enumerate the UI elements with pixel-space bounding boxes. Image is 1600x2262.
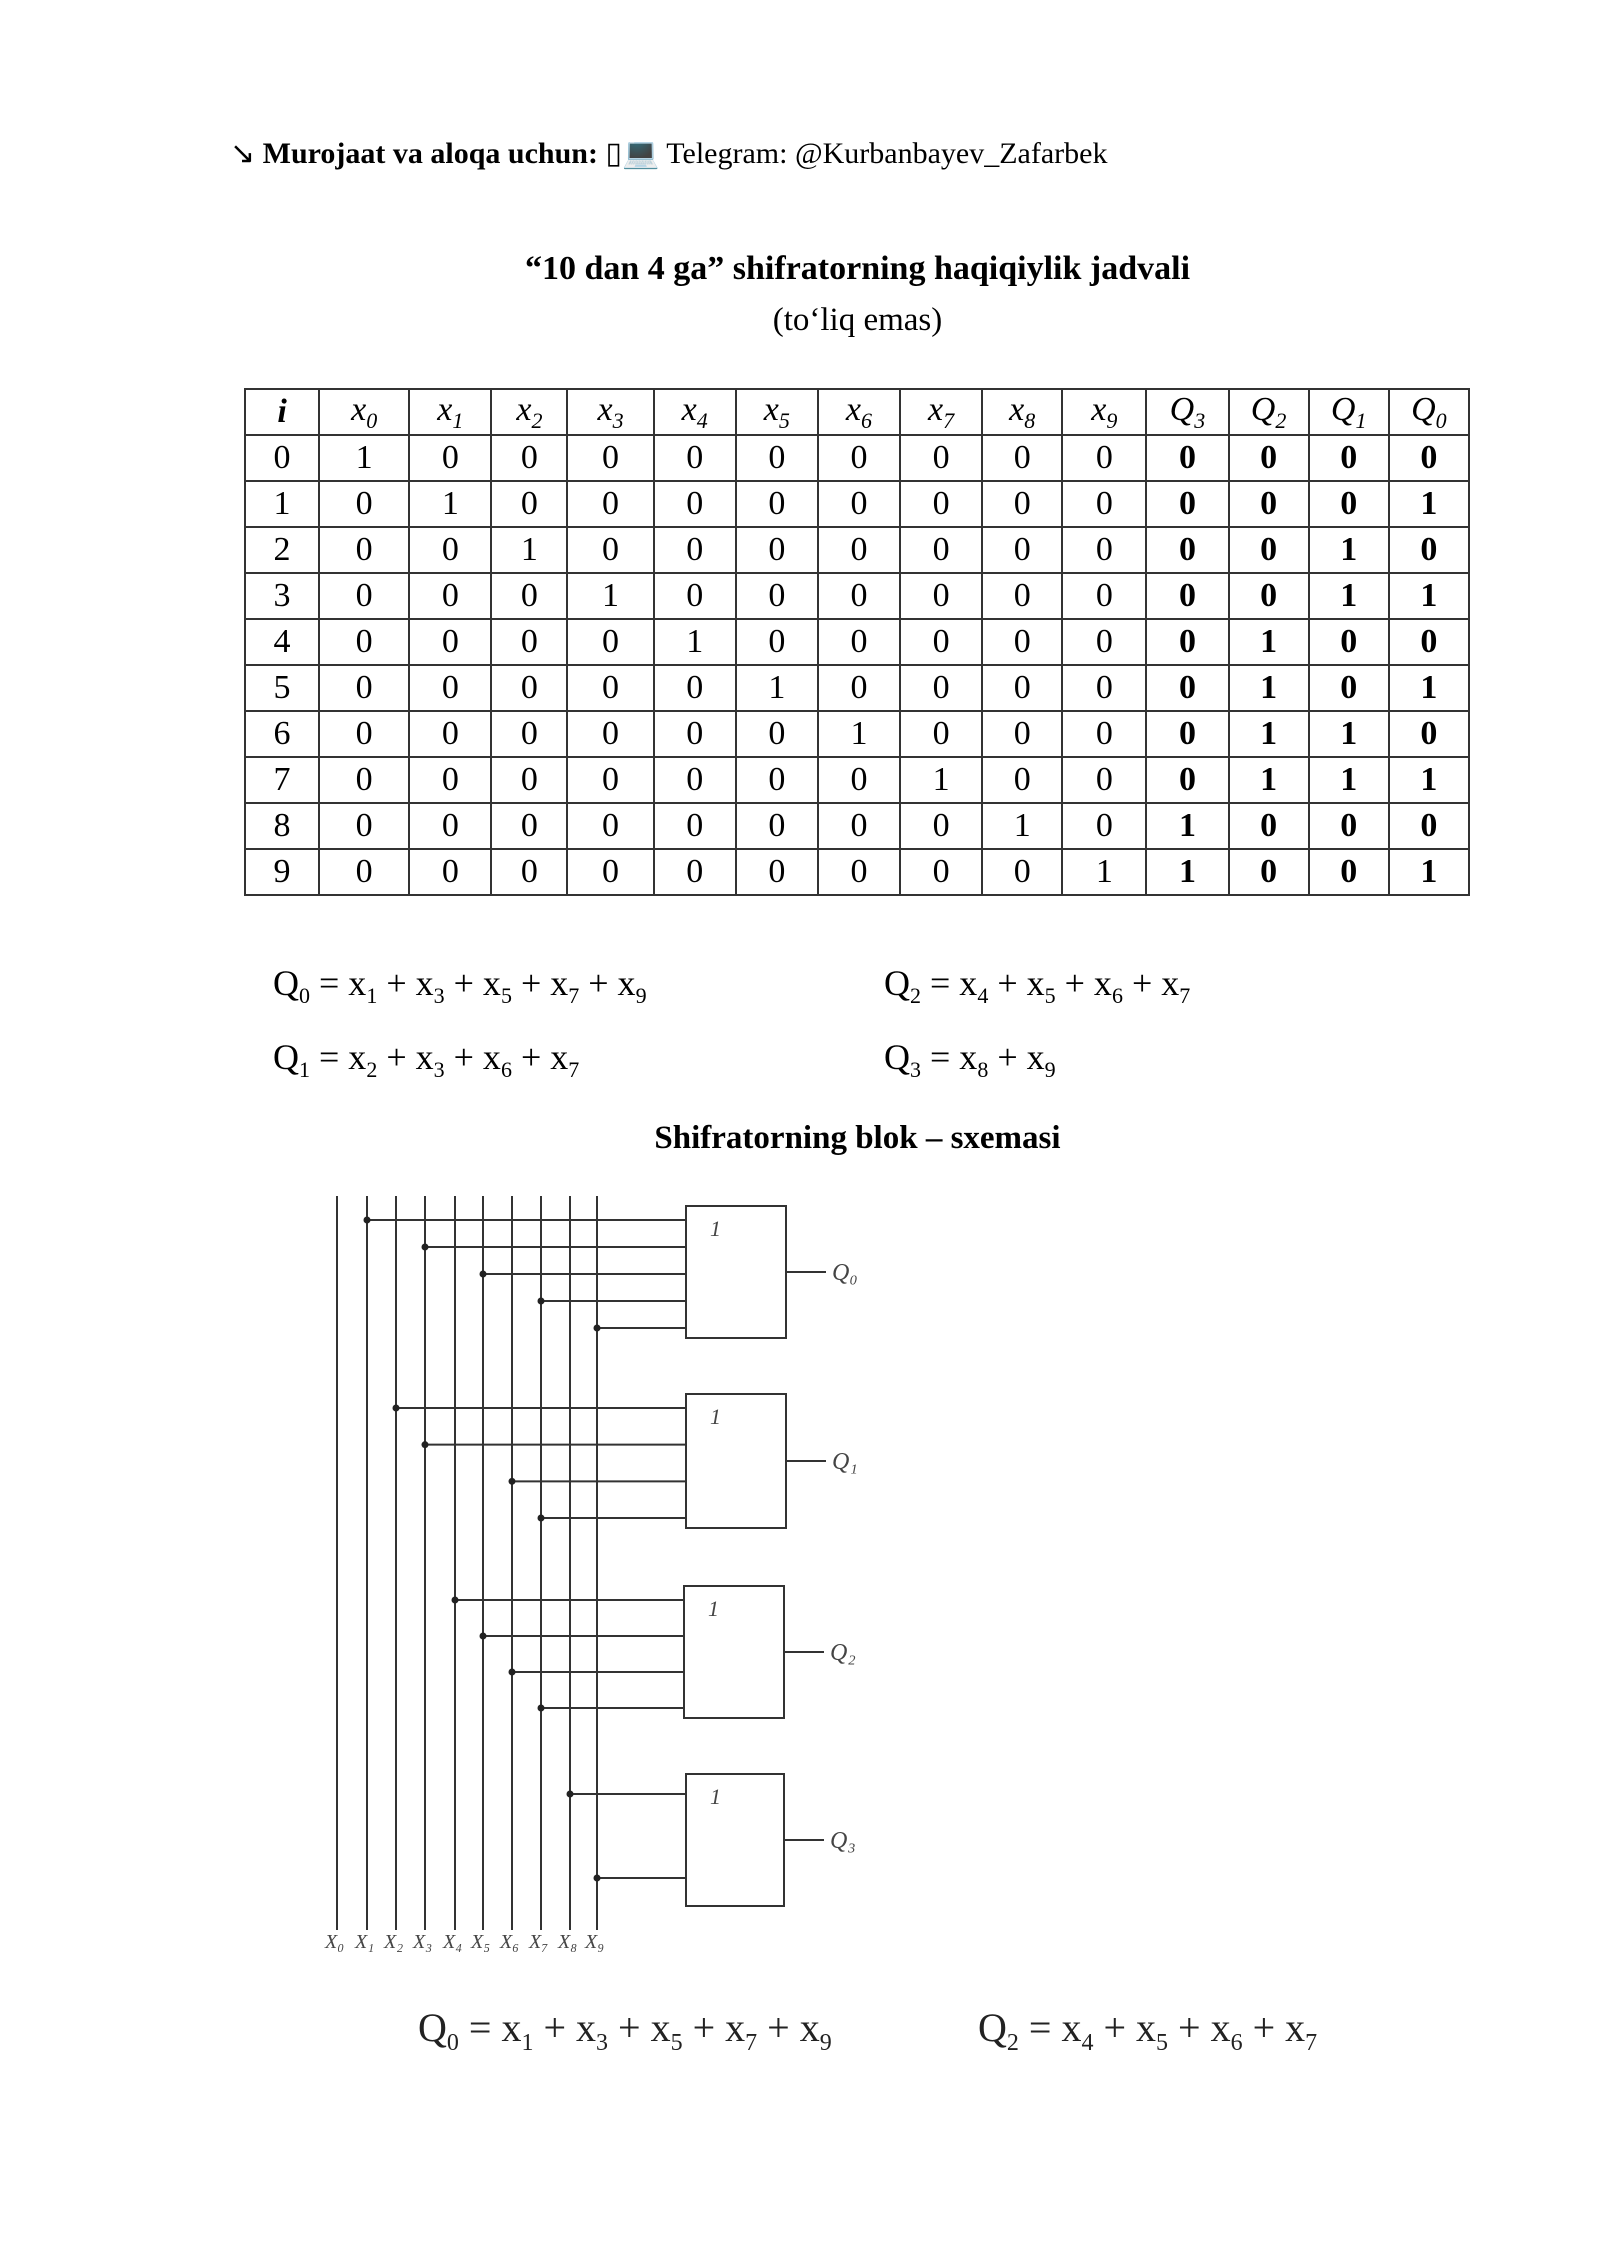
junction-dot [480,1633,487,1640]
table-cell: 0 [1229,573,1309,619]
table-cell: 0 [1389,803,1469,849]
table-cell: 0 [1062,757,1146,803]
table-title: “10 dan 4 ga” shifratorning haqiqiylik jadvali [524,250,1191,287]
table-cell: 0 [982,757,1062,803]
column-header-x7: $x_7$ [900,389,982,435]
column-header-x6: $x_6$ [818,389,900,435]
junction-dot [567,1791,574,1798]
contact-label: Murojaat va aloqa uchun: [262,137,598,170]
table-cell: 0 [1062,573,1146,619]
arrow-icon: ↘ [230,137,256,170]
table-cell: 0 [818,527,900,573]
junction-dot [509,1478,516,1485]
table-cell: 0 [900,849,982,895]
table-cell: 0 [982,711,1062,757]
table-cell: 1 [319,435,409,481]
table-cell: 0 [900,619,982,665]
computer-icon: ▯💻 [605,137,660,170]
table-cell: 0 [245,435,319,481]
table-cell: 0 [818,803,900,849]
junction-dot [538,1705,545,1712]
table-cell: 1 [1062,849,1146,895]
table-cell: 0 [818,435,900,481]
table-cell: 0 [736,527,818,573]
table-cell: 0 [1389,435,1469,481]
table-cell: 0 [319,527,409,573]
table-cell: 0 [1389,527,1469,573]
table-cell: 0 [654,711,736,757]
table-cell: 0 [1062,527,1146,573]
table-cell: 0 [1389,619,1469,665]
table-cell: 0 [900,665,982,711]
junction-dot [480,1271,487,1278]
table-cell: 0 [736,481,818,527]
table-cell: 1 [1389,573,1469,619]
table-cell: 0 [319,573,409,619]
table-cell: 0 [409,757,491,803]
junction-dot [422,1441,429,1448]
column-header-q0: $Q_0$ [1389,389,1469,435]
table-cell: 0 [567,849,653,895]
diagram-title: Shifratorning blok – sxemasi [654,1120,1061,1156]
table-cell: 0 [409,527,491,573]
table-cell: 0 [1062,619,1146,665]
table-cell: 0 [1229,849,1309,895]
table-cell: 0 [1146,757,1228,803]
table-cell: 1 [1229,757,1309,803]
table-cell: 0 [409,665,491,711]
bottom-formula-q0: $Q_0 = x_1 + x_3 + x_5 + x_7 + x_9$ [418,2005,832,2056]
table-cell: 0 [409,711,491,757]
table-cell: 0 [1146,435,1228,481]
table-cell: 0 [982,481,1062,527]
formula-q1: $Q_1 = x_2 + x_3 + x_6 + x_7$ [273,1037,580,1083]
table-cell: 0 [818,665,900,711]
table-cell: 0 [736,619,818,665]
column-header-i: i [245,389,319,435]
table-cell: 0 [1229,481,1309,527]
table-cell: 1 [491,527,567,573]
output-label-q3: Q₃ [830,1828,856,1854]
table-cell: 0 [900,435,982,481]
table-cell: 0 [567,435,653,481]
input-label-x3: X₃ [413,1931,433,1953]
or-gate-2 [684,1586,784,1718]
input-label-x6: X₆ [500,1931,520,1953]
table-cell: 0 [1389,711,1469,757]
table-cell: 0 [736,573,818,619]
table-cell: 0 [491,435,567,481]
table-cell: 0 [491,665,567,711]
table-cell: 0 [409,803,491,849]
table-cell: 0 [567,711,653,757]
table-cell: 1 [1146,803,1228,849]
table-cell: 0 [654,481,736,527]
table-cell: 1 [1309,711,1389,757]
column-header-x8: $x_8$ [982,389,1062,435]
table-cell: 0 [319,665,409,711]
table-cell: 0 [491,757,567,803]
junction-dot [422,1244,429,1251]
column-header-x9: $x_9$ [1062,389,1146,435]
table-cell: 0 [982,527,1062,573]
table-cell: 0 [1062,803,1146,849]
junction-dot [509,1669,516,1676]
table-cell: 0 [319,757,409,803]
table-cell: 0 [1229,803,1309,849]
table-cell: 0 [900,481,982,527]
table-cell: 9 [245,849,319,895]
table-cell: 0 [982,665,1062,711]
table-cell: 0 [1146,711,1228,757]
table-cell: 1 [1229,619,1309,665]
junction-dot [364,1217,371,1224]
table-cell: 0 [1146,665,1228,711]
table-cell: 0 [491,803,567,849]
table-cell: 0 [409,573,491,619]
table-cell: 0 [982,573,1062,619]
table-cell: 0 [491,849,567,895]
table-cell: 0 [654,849,736,895]
table-cell: 0 [736,757,818,803]
table-cell: 0 [319,619,409,665]
table-cell: 0 [1062,665,1146,711]
table-cell: 0 [736,435,818,481]
table-cell: 0 [818,481,900,527]
column-header-x1: $x_1$ [409,389,491,435]
table-cell: 0 [736,711,818,757]
table-cell: 1 [1389,849,1469,895]
bottom-formula-q2: $Q_2 = x_4 + x_5 + x_6 + x_7$ [978,2005,1318,2056]
table-cell: 0 [736,803,818,849]
table-cell: 1 [1389,665,1469,711]
formula-q2: $Q_2 = x_4 + x_5 + x_6 + x_7$ [884,963,1191,1009]
table-cell: 5 [245,665,319,711]
table-cell: 1 [409,481,491,527]
table-cell: 0 [1062,711,1146,757]
table-cell: 1 [1389,757,1469,803]
table-cell: 0 [567,527,653,573]
table-cell: 0 [491,573,567,619]
input-label-x1: X₁ [355,1931,375,1953]
table-cell: 0 [818,849,900,895]
table-cell: 0 [818,619,900,665]
column-header-q3: $Q_3$ [1146,389,1228,435]
table-cell: 1 [1389,481,1469,527]
table-cell: 0 [982,619,1062,665]
table-cell: 0 [319,711,409,757]
or-gate-0 [686,1206,786,1338]
input-label-x7: X₇ [529,1931,549,1953]
table-cell: 0 [567,665,653,711]
table-cell: 0 [409,849,491,895]
table-subtitle: (to‘liq emas) [772,302,943,338]
table-cell: 0 [1309,849,1389,895]
table-cell: 0 [654,435,736,481]
junction-dot [538,1515,545,1522]
input-label-x5: X₅ [471,1931,491,1953]
table-cell: 7 [245,757,319,803]
table-cell: 0 [319,803,409,849]
or-gate-3 [686,1774,784,1906]
table-cell: 0 [982,435,1062,481]
gate-label: 1 [710,1784,721,1809]
table-cell: 6 [245,711,319,757]
table-cell: 0 [1062,435,1146,481]
table-cell: 1 [982,803,1062,849]
table-cell: 0 [491,711,567,757]
table-cell: 1 [900,757,982,803]
formula-q3: $Q_3 = x_8 + x_9$ [884,1037,1056,1083]
table-cell: 0 [818,573,900,619]
or-gate-1 [686,1394,786,1528]
table-cell: 2 [245,527,319,573]
gate-label: 1 [708,1596,719,1621]
table-cell: 1 [736,665,818,711]
table-cell: 0 [1146,573,1228,619]
junction-dot [594,1325,601,1332]
column-header-x5: $x_5$ [736,389,818,435]
column-header-q1: $Q_1$ [1309,389,1389,435]
table-cell: 0 [900,527,982,573]
table-cell: 1 [1309,573,1389,619]
formula-q0: $Q_0 = x_1 + x_3 + x_5 + x_7 + x_9$ [273,963,647,1009]
table-cell: 1 [567,573,653,619]
table-cell: 1 [818,711,900,757]
output-label-q2: Q₂ [830,1640,856,1666]
table-cell: 0 [1229,527,1309,573]
table-cell: 1 [245,481,319,527]
column-header-x2: $x_2$ [491,389,567,435]
table-cell: 1 [1229,711,1309,757]
table-cell: 0 [1146,527,1228,573]
table-cell: 0 [491,619,567,665]
table-cell: 0 [736,849,818,895]
table-cell: 0 [900,803,982,849]
table-cell: 0 [319,481,409,527]
column-header-x3: $x_3$ [567,389,653,435]
input-label-x8: X₈ [558,1931,578,1953]
input-label-x4: X₄ [443,1931,463,1953]
output-label-q0: Q₀ [832,1260,858,1286]
input-label-x0: X₀ [325,1931,345,1953]
table-cell: 1 [1229,665,1309,711]
table-cell: 0 [1309,619,1389,665]
table-cell: 0 [654,803,736,849]
table-cell: 4 [245,619,319,665]
table-cell: 0 [654,665,736,711]
table-cell: 0 [1062,481,1146,527]
table-cell: 1 [654,619,736,665]
column-header-x0: $x_0$ [319,389,409,435]
table-cell: 1 [1146,849,1228,895]
table-cell: 0 [491,481,567,527]
junction-dot [538,1298,545,1305]
table-cell: 1 [1309,527,1389,573]
table-cell: 0 [900,711,982,757]
input-label-x2: X₂ [384,1931,404,1953]
table-cell: 0 [409,435,491,481]
column-header-x4: $x_4$ [654,389,736,435]
junction-dot [452,1597,459,1604]
table-cell: 1 [1309,757,1389,803]
table-cell: 0 [982,849,1062,895]
gate-label: 1 [710,1216,721,1241]
table-cell: 0 [567,803,653,849]
table-cell: 0 [1146,481,1228,527]
table-cell: 3 [245,573,319,619]
table-cell: 8 [245,803,319,849]
table-cell: 0 [900,573,982,619]
table-cell: 0 [567,481,653,527]
table-cell: 0 [654,757,736,803]
junction-dot [393,1405,400,1412]
table-cell: 0 [654,527,736,573]
table-cell: 0 [1146,619,1228,665]
table-cell: 0 [567,619,653,665]
table-cell: 0 [409,619,491,665]
column-header-q2: $Q_2$ [1229,389,1309,435]
junction-dot [594,1875,601,1882]
output-label-q1: Q₁ [832,1449,858,1475]
table-cell: 0 [1309,803,1389,849]
table-cell: 0 [1309,435,1389,481]
telegram-handle: Telegram: @Kurbanbayev_Zafarbek [659,137,1108,170]
table-cell: 0 [319,849,409,895]
table-cell: 0 [1309,481,1389,527]
gate-label: 1 [710,1404,721,1429]
table-cell: 0 [654,573,736,619]
table-cell: 0 [1229,435,1309,481]
input-label-x9: X₉ [585,1931,605,1953]
table-cell: 0 [1309,665,1389,711]
table-cell: 0 [567,757,653,803]
table-cell: 0 [818,757,900,803]
